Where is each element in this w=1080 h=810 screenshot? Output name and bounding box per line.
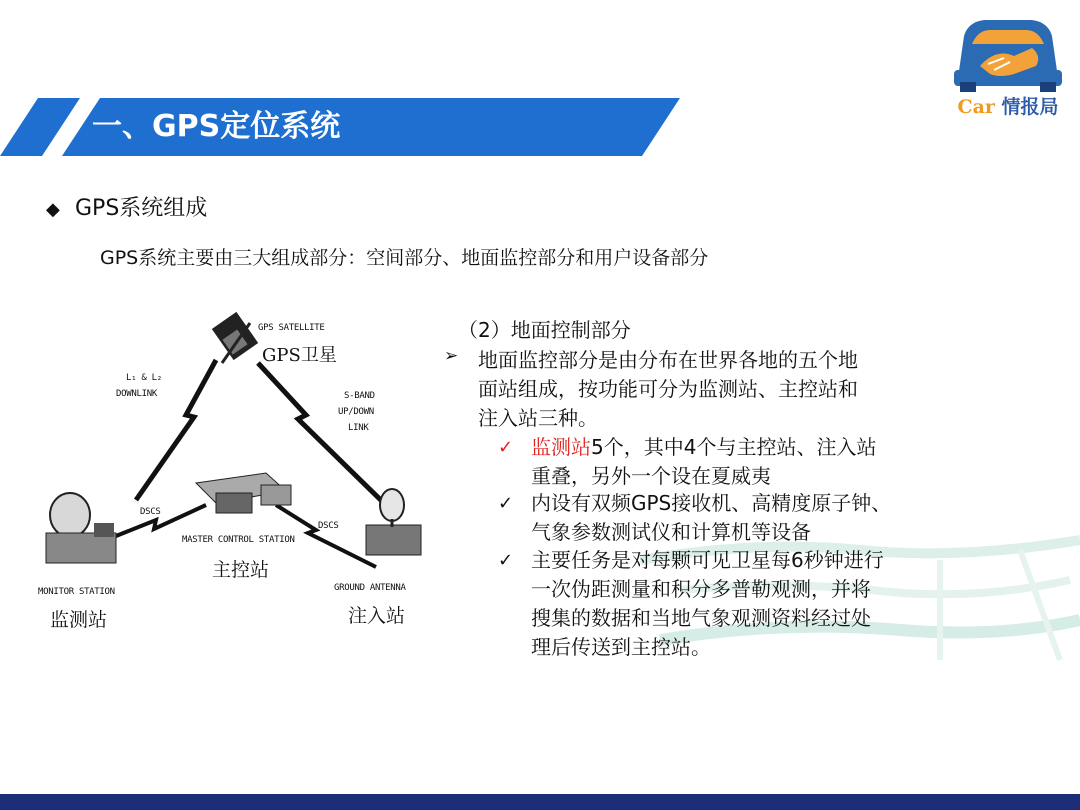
page-title: 一、GPS定位系统 [92,109,341,144]
bottom-bar [0,794,1080,810]
list-item-text [531,433,956,491]
diamond-bullet-icon: ◆ [46,199,60,220]
subtitle: （2）地面控制部分 [458,318,631,342]
check-icon: ✓ [498,493,514,514]
para-line-3: 注入站三种。 [478,406,598,430]
intro-text: GPS系统主要由三大组成部分：空间部分、地面监控部分和用户设备部分 [100,247,709,269]
list-item-text [531,489,956,547]
list-item-line-rest: 5个，其中4个与主控站、注入站 [591,435,877,459]
para-line-1: 地面监控部分是由分布在世界各地的五个地 [478,348,858,372]
section-heading-text: GPS系统组成 [75,196,208,221]
main-paragraph-text [478,346,948,433]
list-item-line: 内设有双频GPS接收机、高精度原子钟、 [531,491,892,515]
ground-antenna-icon [366,489,421,555]
downlink-label-1: L₁ & L₂ [126,373,162,383]
master-station-cn-label: 主控站 [212,559,270,581]
logo-brand-text: Car [957,96,995,118]
highlight-text: 监测站 [531,435,591,459]
master-station-label: MASTER CONTROL STATION [182,535,295,545]
list-item-line: 一次伪距测量和积分多普勒观测，并将 [531,577,871,601]
sband-label-1: S-BAND [344,391,375,401]
downlink-label-2: DOWNLINK [116,389,157,399]
list-item-line: 主要任务是对每颗可见卫星每6秒钟进行 [531,548,884,572]
check-icon: ✓ [498,550,514,571]
logo-name-text: 情报局 [1001,96,1059,118]
satellite-label: GPS SATELLITE [258,323,325,333]
list-item-text [531,546,956,662]
arrow-bullet-icon: ➢ [444,346,459,366]
section-heading [46,191,207,222]
dscs-right-label: DSCS [318,521,339,531]
dscs-left-label: DSCS [140,507,161,517]
monitor-station-label: MONITOR STATION [38,587,115,597]
satellite-cn-label: GPS卫星 [262,345,337,366]
gps-diagram [36,305,441,645]
ground-antenna-cn-label: 注入站 [348,605,406,627]
satellite-icon [212,312,258,363]
monitor-station-icon [46,493,116,563]
ground-antenna-label: GROUND ANTENNA [334,583,406,593]
list-item-line [531,433,956,462]
sband-label-3: LINK [348,423,369,433]
check-icon: ✓ [498,437,514,458]
sband-label-2: UP/DOWN [338,407,374,417]
monitor-station-cn-label: 监测站 [50,609,108,631]
list-item-line: 理后传送到主控站。 [531,635,711,659]
logo-caption [944,92,1072,119]
list-item-line: 气象参数测试仪和计算机等设备 [531,520,811,544]
list-item-line: 重叠，另外一个设在夏威夷 [531,464,771,488]
para-line-2: 面站组成，按功能可分为监测站、主控站和 [478,377,858,401]
list-item-line: 搜集的数据和当地气象观测资料经过处 [531,606,871,630]
